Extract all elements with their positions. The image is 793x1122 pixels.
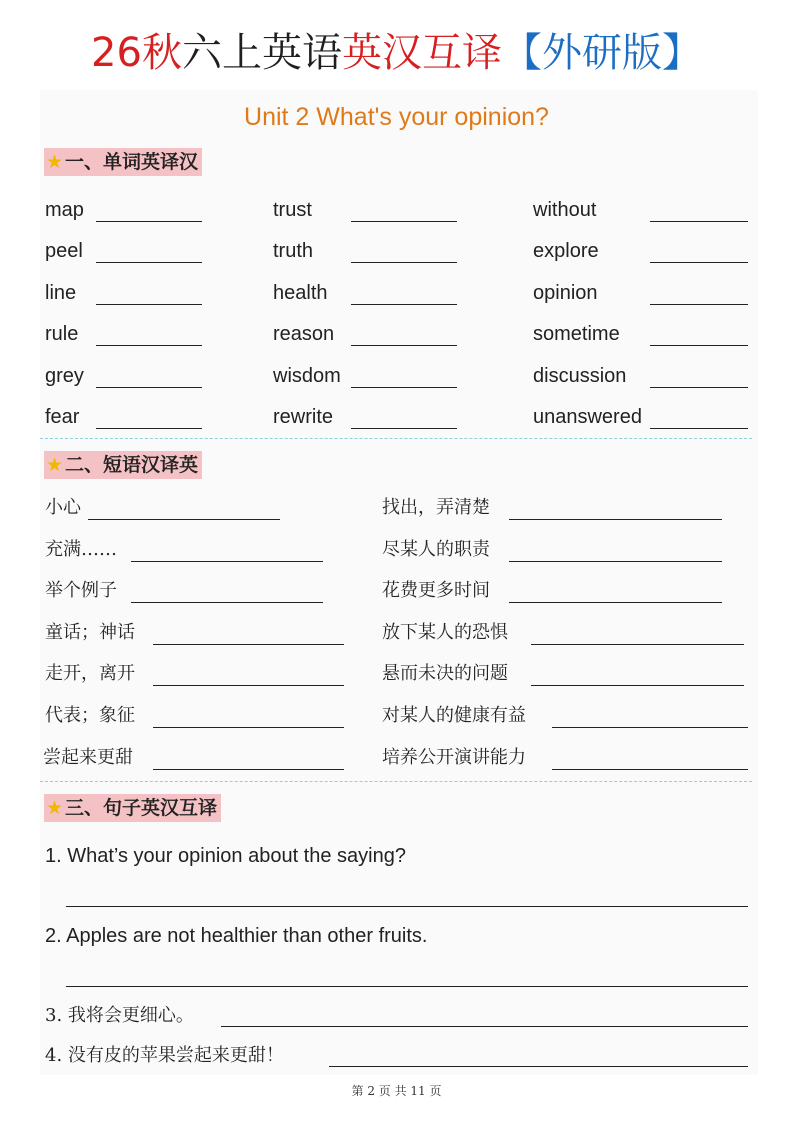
answer-blank[interactable] bbox=[650, 304, 748, 305]
answer-blank[interactable] bbox=[531, 644, 744, 645]
section-label: 一、单词英译汉 bbox=[65, 151, 199, 173]
answer-line[interactable] bbox=[221, 1026, 748, 1027]
answer-blank[interactable] bbox=[351, 428, 457, 429]
section-header-words bbox=[44, 148, 202, 176]
phrase-item: 代表；象征 bbox=[45, 705, 135, 726]
phrase-item: 放下某人的恐惧 bbox=[382, 622, 508, 643]
phrase-item: 童话；神话 bbox=[45, 622, 135, 643]
answer-blank[interactable] bbox=[351, 345, 457, 346]
unit-heading: Unit 2 What's your opinion? bbox=[244, 103, 549, 131]
answer-blank[interactable] bbox=[153, 685, 344, 686]
answer-blank[interactable] bbox=[650, 428, 748, 429]
answer-blank[interactable] bbox=[153, 727, 344, 728]
word-item: reason bbox=[273, 323, 335, 345]
star-icon: ★ bbox=[46, 454, 64, 476]
answer-line[interactable] bbox=[66, 906, 748, 907]
section-divider bbox=[40, 438, 752, 439]
page-title bbox=[0, 26, 793, 80]
section-label: 二、短语汉译英 bbox=[65, 454, 199, 476]
answer-blank[interactable] bbox=[351, 387, 457, 388]
sentence-item: 4. 没有皮的苹果尝起来更甜！ bbox=[45, 1045, 284, 1066]
answer-blank[interactable] bbox=[531, 685, 744, 686]
answer-blank[interactable] bbox=[552, 769, 748, 770]
answer-blank[interactable] bbox=[509, 561, 722, 562]
answer-blank[interactable] bbox=[650, 262, 748, 263]
answer-blank[interactable] bbox=[131, 602, 323, 603]
answer-blank[interactable] bbox=[351, 304, 457, 305]
word-item: rule bbox=[45, 323, 79, 345]
word-item: peel bbox=[45, 240, 83, 262]
answer-line[interactable] bbox=[329, 1066, 748, 1067]
title-part-1: 26秋 bbox=[91, 30, 182, 76]
phrase-item: 对某人的健康有益 bbox=[382, 705, 526, 726]
word-item: fear bbox=[45, 406, 80, 428]
answer-blank[interactable] bbox=[509, 519, 722, 520]
phrase-item: 走开，离开 bbox=[45, 663, 135, 684]
page-footer: 第 2 页 共 11 页 bbox=[351, 1084, 442, 1098]
answer-blank[interactable] bbox=[96, 221, 202, 222]
answer-blank[interactable] bbox=[131, 561, 323, 562]
answer-blank[interactable] bbox=[96, 262, 202, 263]
word-item: unanswered bbox=[533, 406, 642, 428]
answer-blank[interactable] bbox=[96, 387, 202, 388]
answer-blank[interactable] bbox=[96, 428, 202, 429]
answer-blank[interactable] bbox=[552, 727, 748, 728]
phrase-item: 尽某人的职责 bbox=[382, 539, 490, 560]
title-part-4: 【外研版】 bbox=[501, 30, 702, 76]
word-item: explore bbox=[533, 240, 599, 262]
word-item: map bbox=[45, 199, 84, 221]
section-header-phrases bbox=[44, 451, 202, 479]
phrase-item: 尝起来更甜 bbox=[43, 747, 133, 768]
title-part-3: 英汉互译 bbox=[341, 30, 502, 76]
answer-blank[interactable] bbox=[650, 387, 748, 388]
word-item: truth bbox=[273, 240, 314, 262]
answer-blank[interactable] bbox=[153, 644, 344, 645]
answer-blank[interactable] bbox=[650, 345, 748, 346]
phrase-item: 花费更多时间 bbox=[382, 580, 490, 601]
answer-line[interactable] bbox=[66, 986, 748, 987]
title-part-2: 六上英语 bbox=[181, 30, 342, 76]
phrase-item: 找出，弄清楚 bbox=[382, 497, 490, 518]
word-item: discussion bbox=[533, 365, 627, 387]
phrase-item: 充满…… bbox=[45, 539, 117, 560]
word-item: opinion bbox=[533, 282, 598, 304]
section-header-sentences bbox=[44, 794, 221, 822]
answer-blank[interactable] bbox=[650, 221, 748, 222]
sentence-item: 2. Apples are not healthier than other fruits. bbox=[45, 925, 428, 947]
answer-blank[interactable] bbox=[351, 262, 457, 263]
sentence-item: 1. What’s your opinion about the saying? bbox=[45, 845, 406, 867]
word-item: line bbox=[45, 282, 77, 304]
word-item: health bbox=[273, 282, 328, 304]
phrase-item: 培养公开演讲能力 bbox=[382, 747, 526, 768]
sentence-item: 3. 我将会更细心。 bbox=[45, 1005, 194, 1026]
phrase-item: 悬而未决的问题 bbox=[382, 663, 508, 684]
phrase-item: 举个例子 bbox=[45, 580, 117, 601]
word-item: sometime bbox=[533, 323, 620, 345]
star-icon: ★ bbox=[46, 151, 64, 173]
phrase-item: 小心 bbox=[45, 497, 81, 518]
word-item: trust bbox=[273, 199, 312, 221]
answer-blank[interactable] bbox=[509, 602, 722, 603]
answer-blank[interactable] bbox=[96, 345, 202, 346]
answer-blank[interactable] bbox=[88, 519, 280, 520]
star-icon: ★ bbox=[46, 797, 64, 819]
answer-blank[interactable] bbox=[96, 304, 202, 305]
answer-blank[interactable] bbox=[351, 221, 457, 222]
word-item: wisdom bbox=[273, 365, 341, 387]
answer-blank[interactable] bbox=[153, 769, 344, 770]
word-item: rewrite bbox=[273, 406, 334, 428]
section-label: 三、句子英汉互译 bbox=[65, 797, 218, 819]
word-item: grey bbox=[45, 365, 84, 387]
section-divider bbox=[40, 781, 752, 782]
word-item: without bbox=[533, 199, 597, 221]
